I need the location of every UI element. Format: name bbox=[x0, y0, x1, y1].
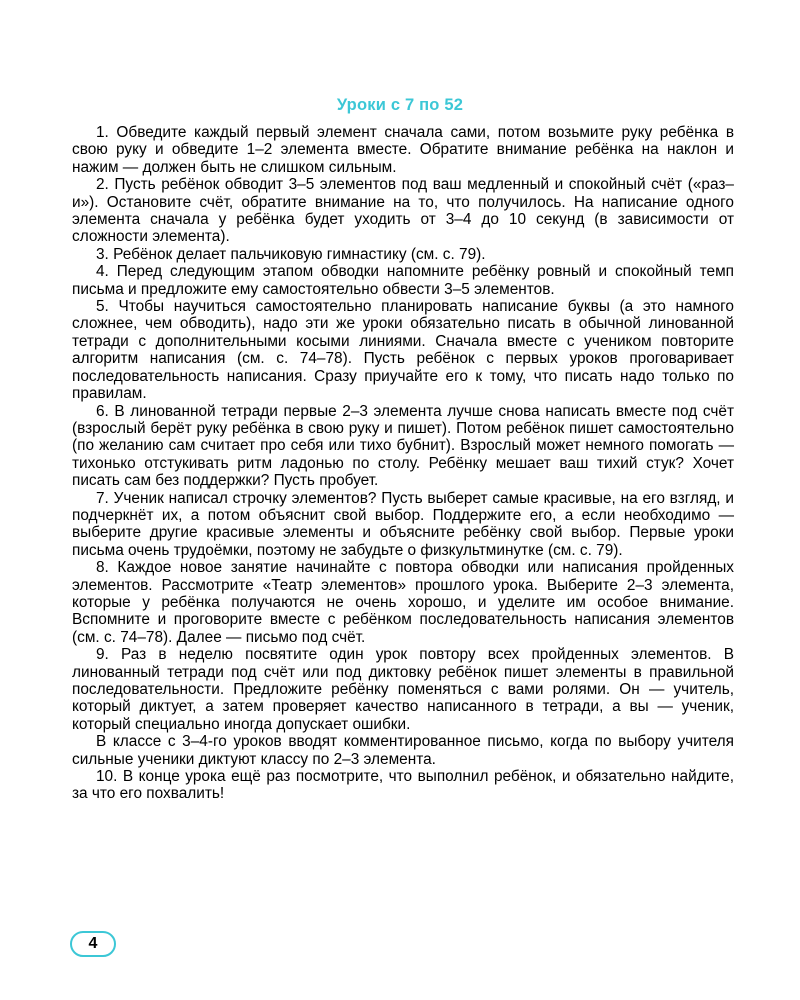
paragraph-9: 9. Раз в неделю посвятите один урок повтору всех пройденных элементов. В линованный тетради под счёт или под диктовку ребёнок пишет элементы в правильной последовательности. Предложите ребёнку поменяться с вами ролями. Он — учитель, который диктует, а затем проверяет качество написанного в тетради, а вы — ученик, который специально иногда допускает ошибки. bbox=[72, 646, 734, 733]
paragraph-class-note: В классе с 3–4-го уроков вводят комментированное письмо, когда по выбору учителя сильные ученики диктуют классу по 2–3 элемента. bbox=[72, 733, 734, 768]
paragraph-7: 7. Ученик написал строчку элементов? Пусть выберет самые красивые, на его взгляд, и подчеркнёт их, а потом объяснит свой выбор. Поддержите его, а если необходимо — выберите другие красивые элементы и объясните ребёнку свой выбор. Первые уроки письма очень трудоёмки, поэтому не забудьте о физкультминутке (см. с. 79). bbox=[72, 489, 734, 559]
paragraph-5: 5. Чтобы научиться самостоятельно планировать написание буквы (а это намного сложнее, чем обводить), надо эти же уроки обязательно писать в обычной линованной тетради с дополнительными косыми линиями. Сначала вместе с учеником повторите алгоритм написания (см. с. 74–78). Пусть ребёнок с первых уроков проговаривает последовательность написания. Сразу приучайте его к тому, что писать надо только по правилам. bbox=[72, 298, 734, 403]
paragraph-4: 4. Перед следующим этапом обводки напомните ребёнку ровный и спокойный темп письма и предложите ему самостоятельно обвести 3–5 элементов. bbox=[72, 263, 734, 298]
paragraph-6: 6. В линованной тетради первые 2–3 элемента лучше снова написать вместе под счёт (взрослый берёт руку ребёнка в свою руку и пишет). Потом ребёнок пишет самостоятельно (по желанию сам считает про себя или тихо бубнит). Взрослый может немного помогать — тихонько отстукивать ритм ладонью по столу. Ребёнку мешает ваш тихий стук? Хочет писать сам без поддержки? Пусть пробует. bbox=[72, 402, 734, 490]
paragraph-2: 2. Пусть ребёнок обводит 3–5 элементов под ваш медленный и спокойный счёт («раз–и»). Остановите счёт, обратите внимание на то, что получилось. На написание одного элемента сначала у ребёнка будет уходить от 3–4 до 10 секунд (в зависимости от сложности элемента). bbox=[72, 176, 734, 246]
paragraph-1: 1. Обведите каждый первый элемент сначала сами, потом возьмите руку ребёнка в свою руку и обведите 1–2 элемента вместе. Обратите внимание ребёнка на наклон и нажим — должен быть не слишком сильным. bbox=[72, 124, 734, 176]
body-text bbox=[72, 124, 734, 803]
page-title: Уроки с 7 по 52 bbox=[336, 96, 464, 114]
paragraph-8: 8. Каждое новое занятие начинайте с повтора обводки или написания пройденных элементов. Рассмотрите «Театр элементов» прошлого урока. Выберите 2–3 элемента, которые у ребёнка получаются не очень хорошо, и уделите им особое внимание. Вспомните и проговорите вместе с ребёнком последовательность написания элементов (см. с. 74–78). Далее — письмо под счёт. bbox=[72, 559, 734, 646]
paragraph-10: 10. В конце урока ещё раз посмотрите, что выполнил ребёнок, и обязательно найдите, за что его похвалить! bbox=[72, 768, 734, 803]
page-number: 4 bbox=[70, 931, 116, 957]
paragraph-3: 3. Ребёнок делает пальчиковую гимнастику (см. с. 79). bbox=[96, 245, 486, 263]
